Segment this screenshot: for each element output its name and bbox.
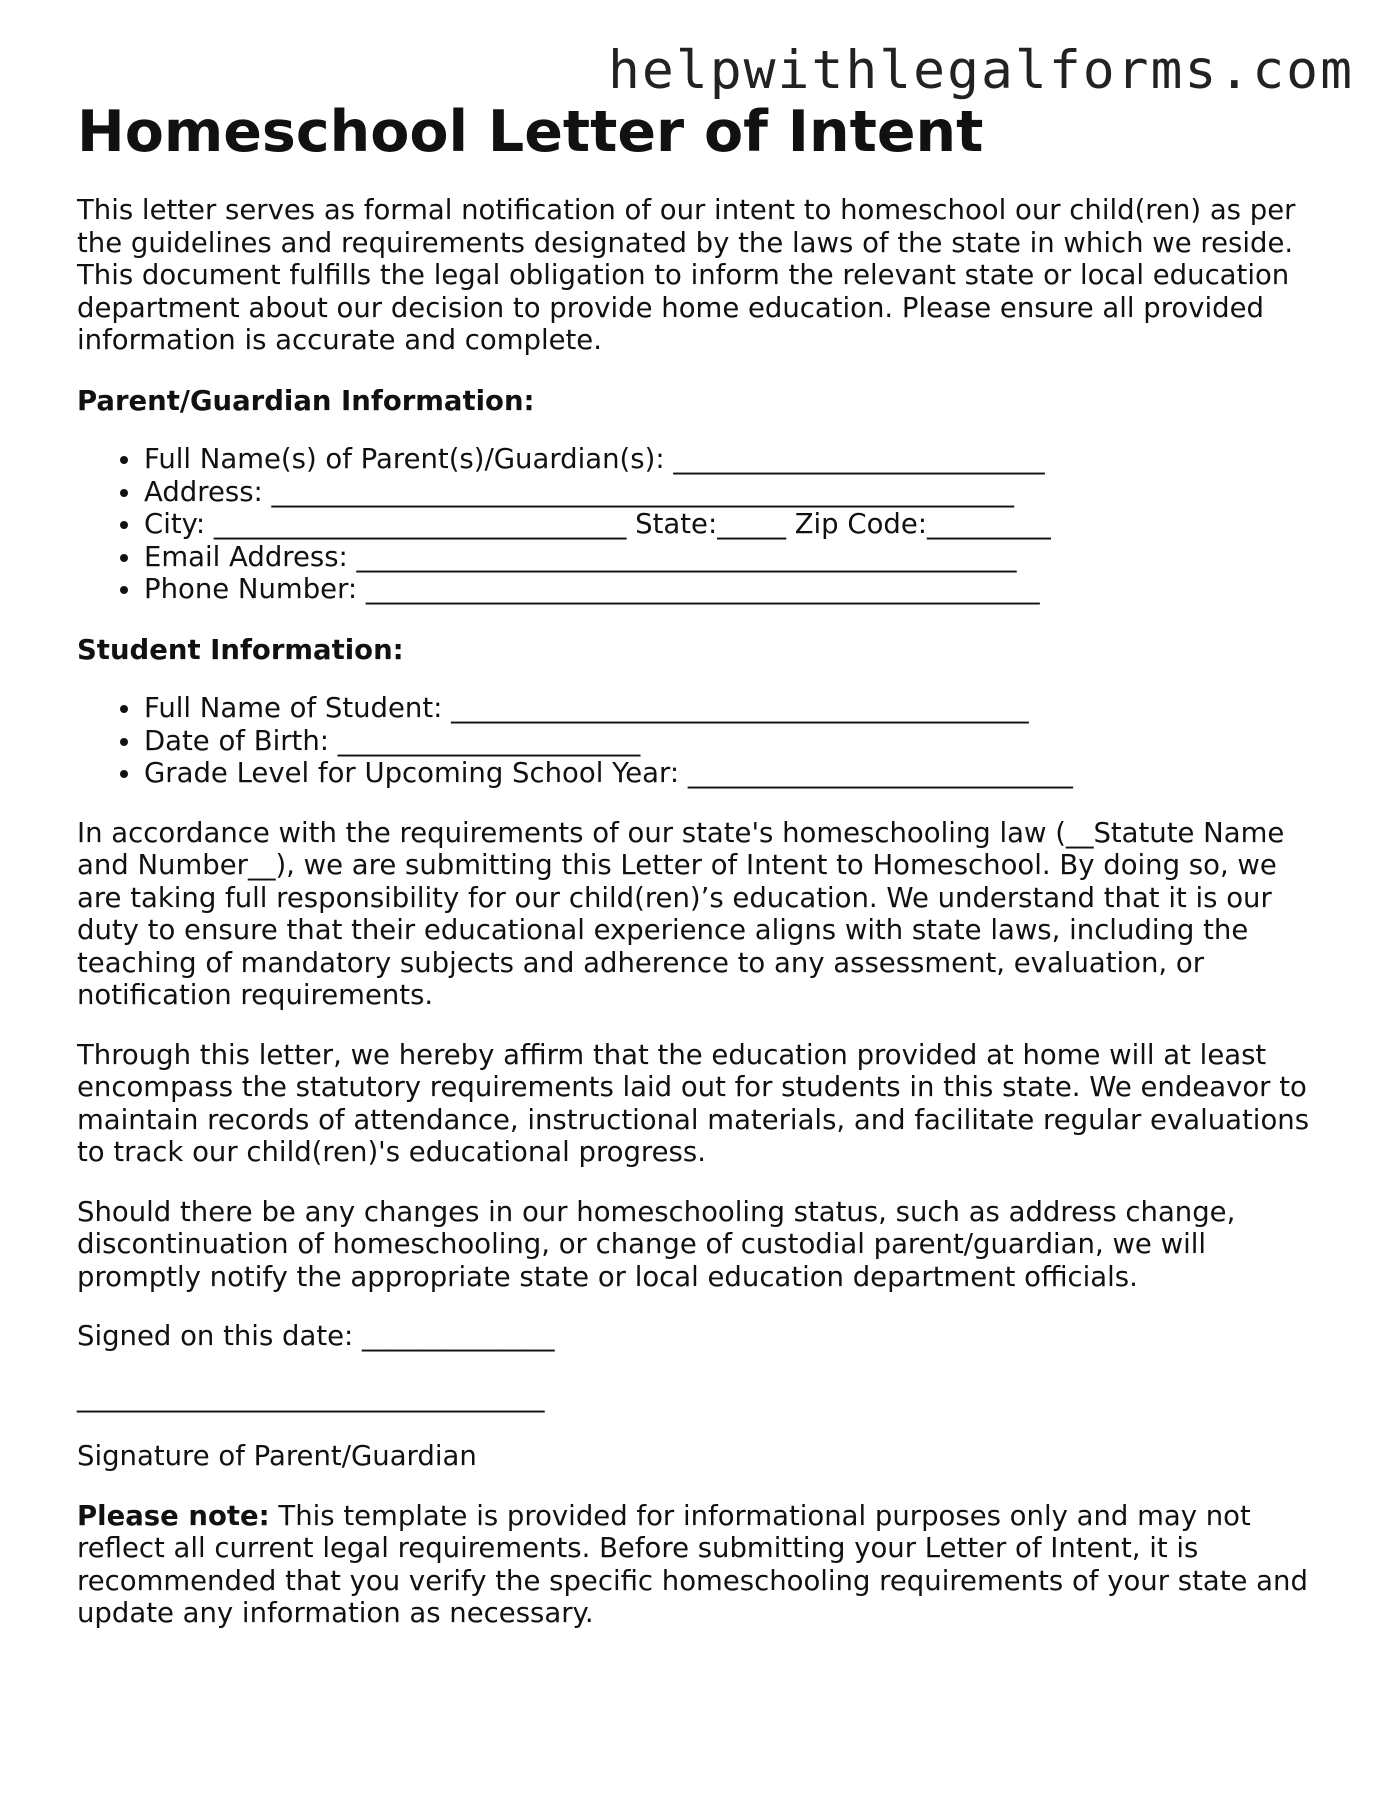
student-name-field: Full Name of Student: __________________________________________ (144, 692, 1317, 725)
parent-fields-list (77, 443, 1317, 606)
student-section-heading: Student Information: (77, 633, 404, 666)
signature-label: Signature of Parent/Guardian (77, 1440, 477, 1472)
page-title: Homeschool Letter of Intent (77, 99, 984, 165)
grade-level-field: Grade Level for Upcoming School Year: ____________________________ (144, 757, 1317, 790)
student-fields-list (77, 692, 1317, 790)
email-field: Email Address: ________________________________________________ (144, 541, 1317, 574)
site-watermark: helpwithlegalforms.com (608, 40, 1354, 101)
letter-document (77, 96, 1317, 1630)
signed-date-line: Signed on this date: ______________ (77, 1320, 555, 1352)
parent-name-field: Full Name(s) of Parent(s)/Guardian(s): ___________________________ (144, 443, 1317, 476)
parent-section-heading: Parent/Guardian Information: (77, 384, 535, 417)
note-label: Please note: (77, 1499, 270, 1532)
city-state-zip-field: City: ______________________________ State:_____ Zip Code:_________ (144, 508, 1317, 541)
note-paragraph (77, 1500, 1317, 1630)
statute-paragraph: In accordance with the requirements of our state's homeschooling law (__Statute Name and Number__), we are submitting this Letter of Intent to Homeschool. By doing so, we are taking full responsibility for our child(ren)’s education. We understand that it is our duty to ensure that their educational experience aligns with state laws, including the teaching of mandatory subjects and adherence to any assessment, evaluation, or notification requirements. (77, 816, 1285, 1011)
changes-paragraph: Should there be any changes in our homeschooling status, such as address change, discontinuation of homeschooling, or change of custodial parent/guardian, we will promptly notify the appropriate state or local education department officials. (77, 1195, 1236, 1293)
affirmation-paragraph: Through this letter, we hereby affirm that the education provided at home will at least encompass the statutory requirements laid out for students in this state. We endeavor to maintain records of attendance, instructional materials, and facilitate regular evaluations to track our child(ren)'s educational progress. (77, 1038, 1310, 1168)
intro-paragraph: This letter serves as formal notification of our intent to homeschool our child(ren) as per the guidelines and requirements designated by the laws of the state in which we reside. This document fulfills the legal obligation to inform the relevant state or local education department about our decision to provide home education. Please ensure all provided information is accurate and complete. (77, 194, 1296, 356)
note-text: This template is provided for informational purposes only and may not reflect all current legal requirements. Before submitting your Letter of Intent, it is recommended that you verify the specific homeschooling requirements of your state and update any information as necessary. (77, 1499, 1308, 1629)
birth-date-field: Date of Birth: ______________________ (144, 725, 1317, 758)
address-field: Address: ______________________________________________________ (144, 476, 1317, 509)
signature-line: __________________________________ (77, 1380, 545, 1413)
phone-field: Phone Number: _________________________________________________ (144, 573, 1317, 606)
